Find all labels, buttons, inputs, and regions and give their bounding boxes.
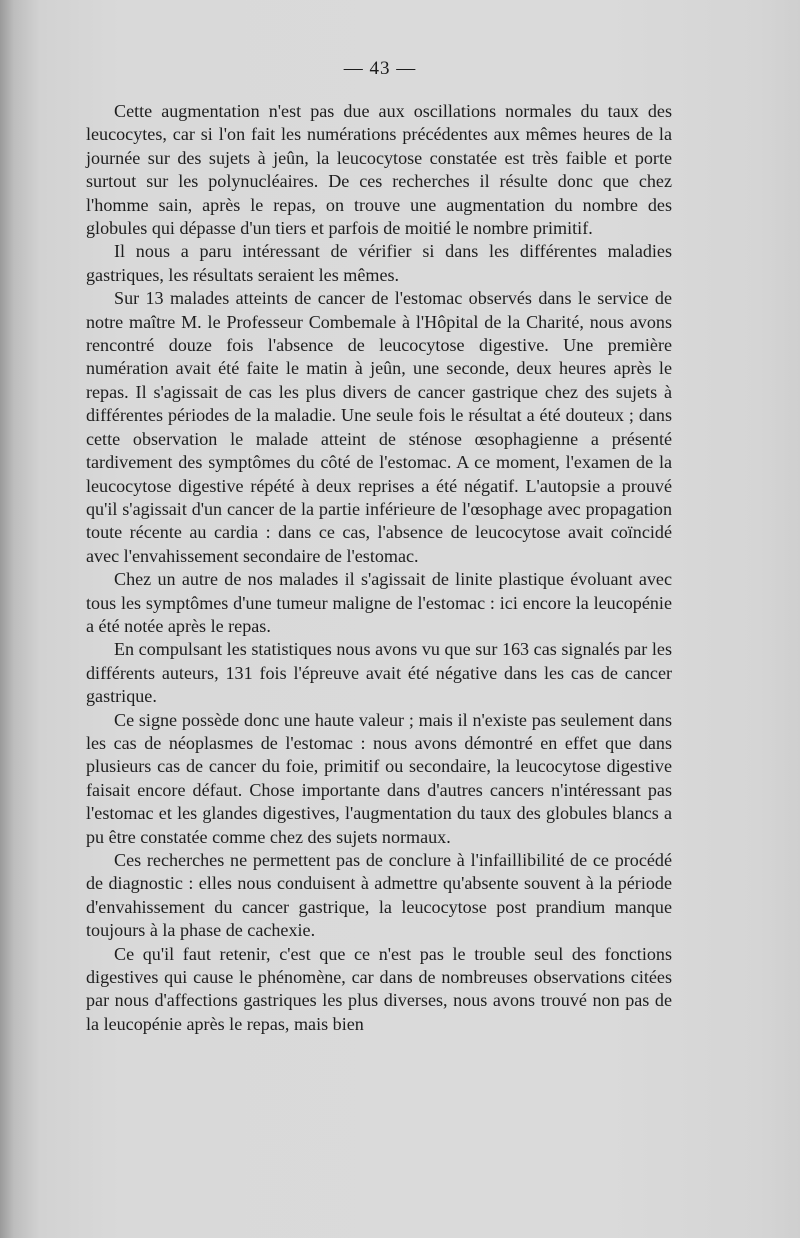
body-text [86, 100, 672, 1036]
paragraph: Sur 13 malades atteints de cancer de l'estomac observés dans le service de notre maître M. le Professeur Combemale à l'Hôpital de la Charité, nous avons rencontré douze fois l'absence de leucocytose digestive. Une première numération avait été faite le matin à jeûn, une seconde, deux heures après le repas. Il s'agissait de cas les plus divers de cancer gastrique chez des sujets à différentes périodes de la maladie. Une seule fois le résultat a été douteux ; dans cette observation le malade atteint de sténose œsophagienne a présenté tardivement des symptômes du côté de l'estomac. A ce moment, l'examen de la leucocytose digestive répété à deux reprises a été négatif. L'autopsie a prouvé qu'il s'agissait d'un cancer de la partie inférieure de l'œsophage avec propagation toute récente au cardia : dans ce cas, l'absence de leucocytose avait coïncidé avec l'envahissement secondaire de l'estomac. [86, 288, 672, 566]
paragraph: Ces recherches ne permettent pas de conclure à l'infaillibilité de ce procédé de diagnostic : elles nous conduisent à admettre qu'absente souvent à la période d'envahissement du cancer gastrique, la leucocytose post prandium manque toujours à la phase de cachexie. [86, 850, 672, 941]
paragraph: En compulsant les statistiques nous avons vu que sur 163 cas signalés par les différents auteurs, 131 fois l'épreuve avait été négative dans les cas de cancer gastrique. [86, 639, 672, 707]
paragraph: Ce qu'il faut retenir, c'est que ce n'est pas le trouble seul des fonctions digestives qui cause le phénomène, car dans de nombreuses observations citées par nous d'affections gastriques les plus diverses, nous avons trouvé non pas de la leucopénie après le repas, mais bien [86, 943, 672, 1034]
paragraph: Chez un autre de nos malades il s'agissait de linite plastique évoluant avec tous les symptômes d'une tumeur maligne de l'estomac : ici encore la leucopénie a été notée après le repas. [86, 569, 672, 636]
paragraph: Cette augmentation n'est pas due aux oscillations normales du taux des leucocytes, car si l'on fait les numérations précédentes aux mêmes heures de la journée sur des sujets à jeûn, la leucocytose constatée est très faible et porte surtout sur les polynucléaires. De ces recherches il résulte donc que chez l'homme sain, après le repas, on trouve une augmentation du nombre des globules qui dépasse d'un tiers et parfois de moitié le nombre primitif. [86, 101, 672, 239]
page-number: — 43 — [343, 58, 417, 79]
paragraph: Il nous a paru intéressant de vérifier si dans les différentes maladies gastriques, les résultats seraient les mêmes. [86, 241, 672, 285]
paragraph: Ce signe possède donc une haute valeur ; mais il n'existe pas seulement dans les cas de néoplasmes de l'estomac : nous avons démontré en effet que dans plusieurs cas de cancer du foie, primitif ou secondaire, la leucocytose digestive faisait encore défaut. Chose importante dans d'autres cancers n'intéressant pas l'estomac et les glandes digestives, l'augmentation du taux des globules blancs a pu être constatée comme chez des sujets normaux. [86, 709, 672, 847]
